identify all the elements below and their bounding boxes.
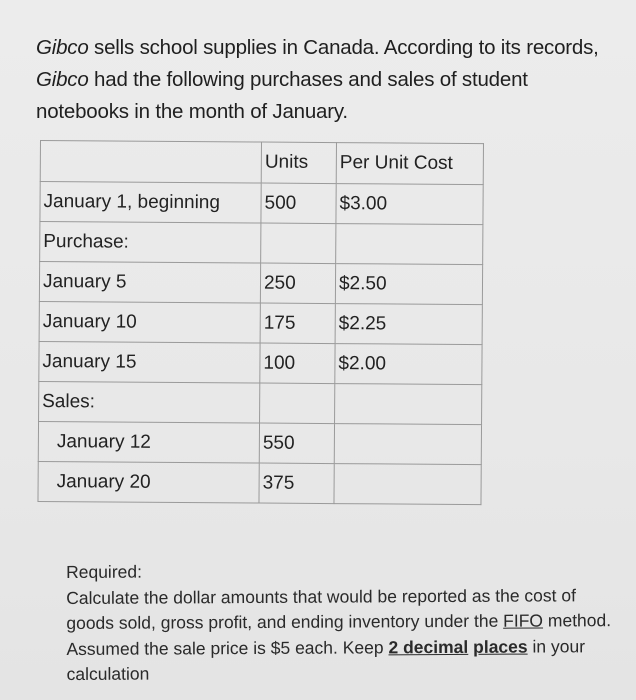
row-cost [334,424,481,465]
intro-line-1: Gibco sells school supplies in Canada. According to its records, [36,36,599,59]
row-label: January 20 [38,461,259,503]
row-units: 175 [260,303,335,344]
table-row [40,222,483,265]
decimal-emphasis: 2 decimal [388,636,469,657]
row-units: 550 [259,423,334,464]
table-row [38,461,481,504]
row-units [261,223,336,264]
row-label: Purchase: [40,222,261,264]
row-cost: $2.00 [335,344,482,385]
row-cost: $2.50 [335,264,482,305]
problem-intro [36,32,626,128]
row-units [260,383,335,424]
fifo-term: FIFO [503,610,544,631]
row-units: 375 [259,463,334,504]
row-cost [335,384,482,425]
row-label: January 15 [39,341,260,383]
row-units: 250 [260,263,335,304]
row-label: January 10 [39,301,260,343]
table-row [39,301,482,344]
intro-line-2: Gibco had the following purchases and sales of student [36,68,528,91]
row-units: 100 [260,343,335,384]
row-cost: $3.00 [336,184,483,225]
header-cell-cost: Per Unit Cost [336,143,483,185]
row-cost [334,464,481,505]
required-section [66,557,612,687]
places-emphasis: places [473,636,528,657]
row-units: 500 [261,183,336,224]
table-row [39,262,482,305]
inventory-table [37,140,484,505]
intro-line-3: notebooks in the month of January. [36,100,348,123]
row-label: January 12 [38,421,259,463]
row-cost [336,224,483,265]
row-label: January 1, beginning [40,182,261,224]
header-cell [40,141,261,184]
company-name: Gibco [36,36,89,59]
header-cell-units: Units [261,142,336,184]
required-heading: Required: [66,561,143,582]
table-header-row [40,141,483,185]
table-row [40,182,483,225]
company-name: Gibco [36,68,89,91]
table-row [38,421,481,464]
row-label: January 5 [39,262,260,304]
row-cost: $2.25 [335,304,482,345]
table-row [39,341,482,384]
required-text: Calculate the dollar amounts that would be reported as the cost of goods sold, gross profit, and ending inventory under the FIFO method. Assumed the sale price is $5 each. Keep 2 decimal places in your calculation [66,584,612,684]
row-label: Sales: [39,381,260,423]
table-row [39,381,482,424]
